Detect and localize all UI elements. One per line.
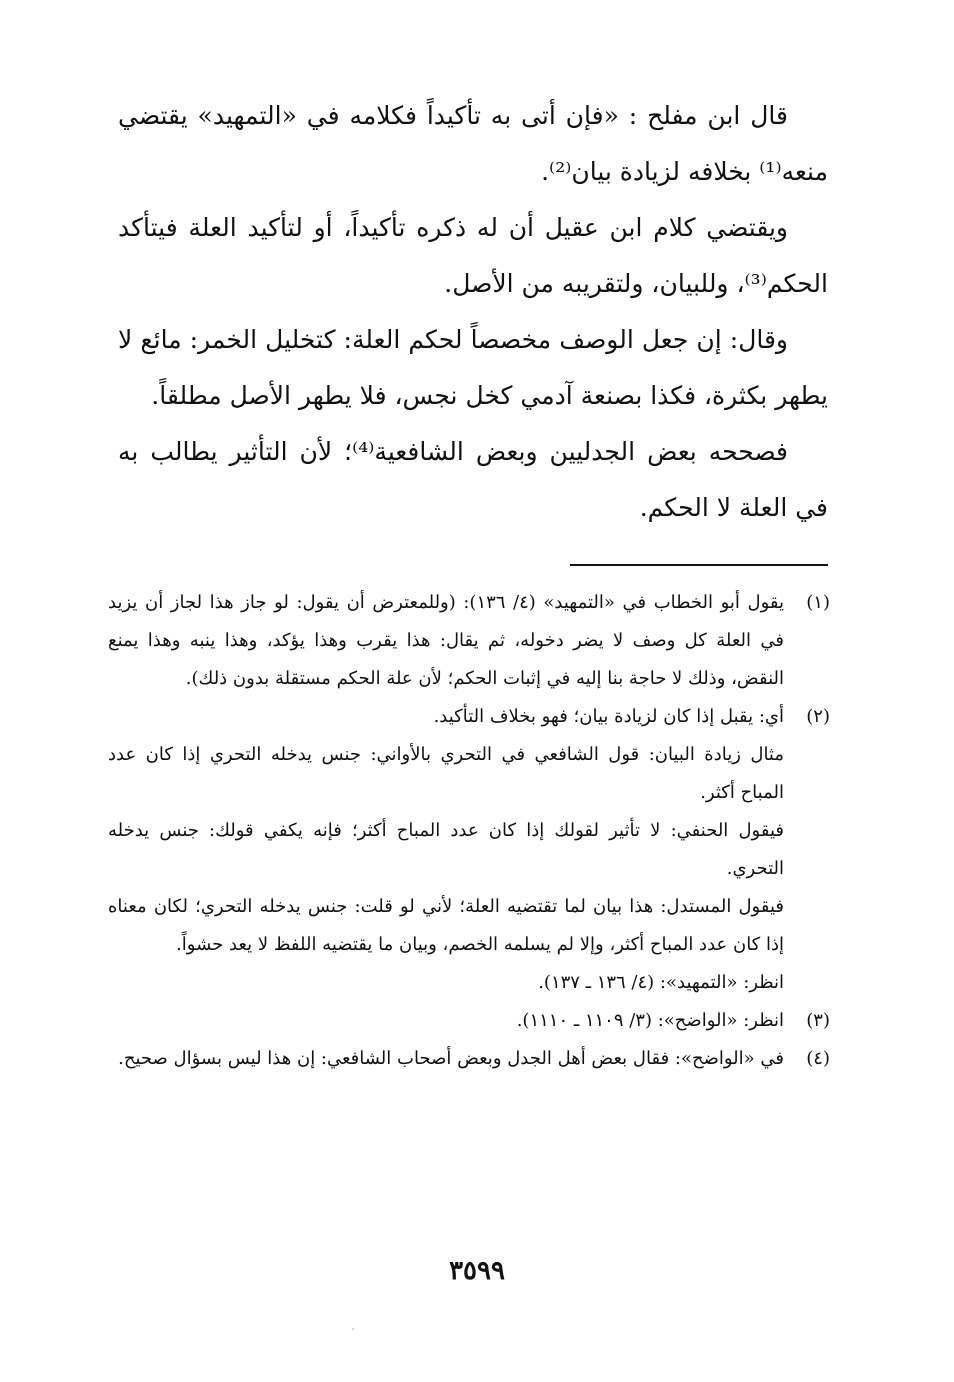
footnote-text: فيقول المستدل: هذا بيان لما تقتضيه العلة؛ لأني لو قلت: جنس يدخله التحري؛ لكان معناه إذا كان عدد المباح أكثر، وإلا لم يسلمه الخصم، وبيان ما يقتضيه اللفظ لا يعد حشواً. (108, 896, 784, 955)
footnote-text: انظر: «التمهيد»: (٤/ ١٣٦ ـ ١٣٧). (538, 972, 784, 993)
footnote-4 (108, 1040, 830, 1078)
footnote-text: في «الواضح»: فقال بعض أهل الجدل وبعض أصحاب الشافعي: إن هذا ليس بسؤال صحيح. (118, 1048, 784, 1069)
footnote-number: (٣) (806, 1010, 830, 1031)
paragraph-4: فصححه بعض الجدليين وبعض الشافعية⁽⁴⁾؛ لأن التأثير يطالب به في العلة لا الحكم. (118, 437, 828, 522)
footnote-text: يقول أبو الخطاب في «التمهيد» (٤/ ١٣٦): (وللمعترض أن يقول: لو جاز هذا لجاز أن يزيد في العلة كل وصف لا يضر دخوله، ثم يقال: هذا يقرب وهذا يؤكد، وهذا ينبه وهذا يمنع النقض، وذلك لا حاجة بنا إليه في إثبات الحكم؛ لأن علة الحكم مستقلة بدون ذلك). (108, 592, 784, 689)
footnote-2-continuation (108, 736, 830, 1002)
page-number: ٣٥٩٩ (449, 1256, 505, 1286)
footnote-text: فيقول الحنفي: لا تأثير لقولك إذا كان عدد المباح أكثر؛ فإنه يكفي قولك: جنس يدخله التحري. (108, 820, 784, 879)
footnote-number: (٢) (806, 706, 830, 727)
footnote-2 (108, 698, 830, 736)
scan-speck (352, 1328, 354, 1330)
main-text (118, 88, 828, 536)
footnotes (108, 584, 830, 1078)
footnote-text: أي: يقبل إذا كان لزيادة بيان؛ فهو بخلاف التأكيد. (433, 706, 784, 727)
footnote-number: (١) (806, 592, 830, 613)
footnote-number: (٤) (806, 1048, 830, 1069)
paragraph-1: قال ابن مفلح : «فإن أتى به تأكيداً فكلامه في «التمهيد» يقتضي منعه⁽¹⁾ بخلافه لزيادة بيان⁽²⁾. (118, 101, 828, 186)
footnote-text: مثال زيادة البيان: قول الشافعي في التحري بالأواني: جنس يدخله التحري إذا كان عدد المباح أكثر. (108, 744, 784, 803)
paragraph-2: ويقتضي كلام ابن عقيل أن له ذكره تأكيداً، أو لتأكيد العلة فيتأكد الحكم⁽³⁾، وللبيان، ولتقريبه من الأصل. (118, 213, 828, 298)
footnote-1 (108, 584, 830, 698)
footnote-text: انظر: «الواضح»: (٣/ ١١٠٩ ـ ١١١٠). (516, 1010, 784, 1031)
footnote-3 (108, 1002, 830, 1040)
paragraph-3: وقال: إن جعل الوصف مخصصاً لحكم العلة: كتخليل الخمر: مائع لا يطهر بكثرة، فكذا بصنعة آدمي كخل نجس، فلا يطهر الأصل مطلقاً. (118, 325, 828, 410)
footnote-separator (570, 564, 828, 566)
